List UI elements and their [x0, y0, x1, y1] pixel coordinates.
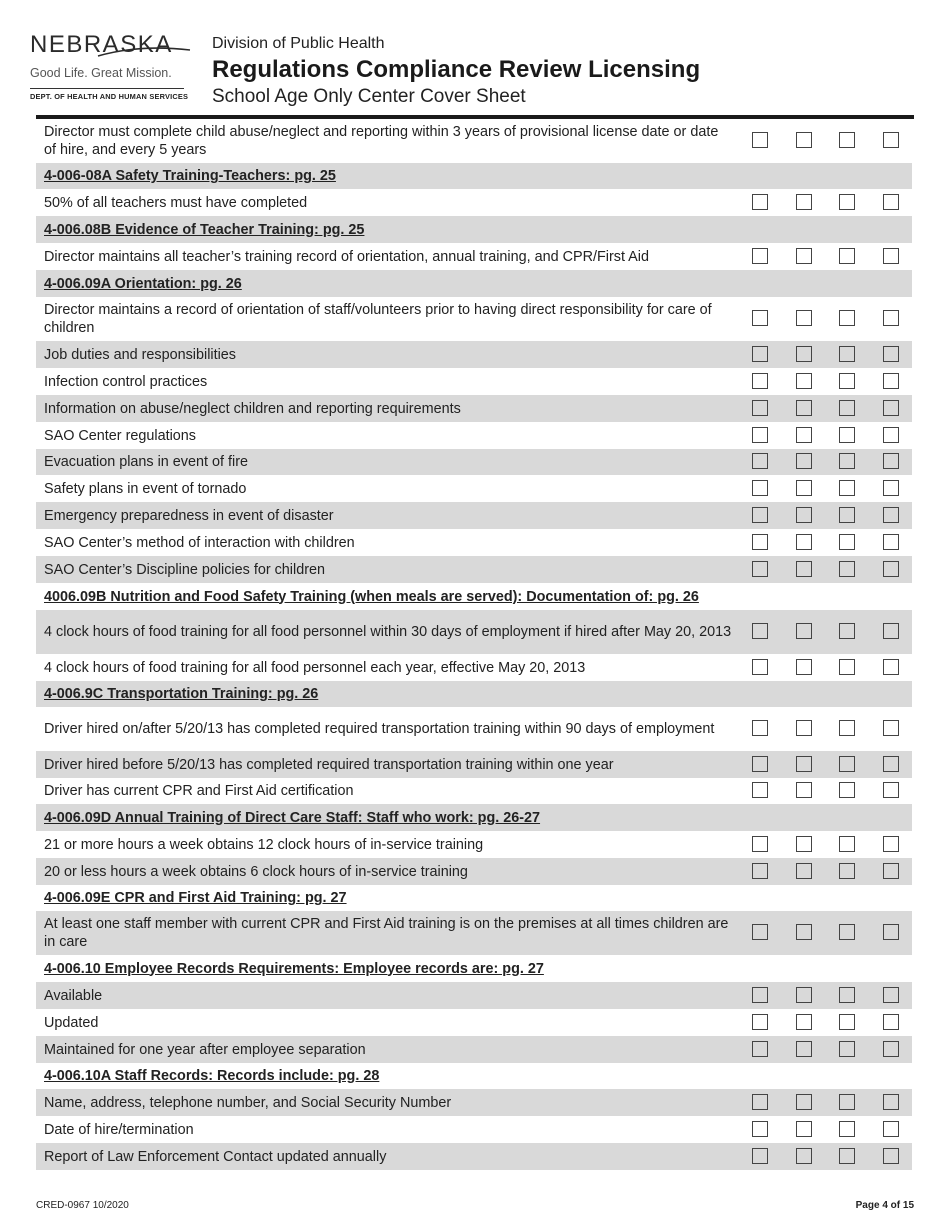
logo-divider: [30, 88, 184, 89]
checkbox-group: [752, 529, 912, 556]
compliance-checkbox-3[interactable]: [839, 1148, 855, 1164]
requirement-text: 50% of all teachers must have completed: [44, 194, 308, 211]
section-heading: 4-006.08B Evidence of Teacher Training: pg. 25: [44, 221, 365, 238]
compliance-checkbox-2[interactable]: [796, 400, 812, 416]
requirement-text: Driver hired before 5/20/13 has completed required transportation training within one year: [44, 756, 614, 773]
compliance-checkbox-1[interactable]: [752, 427, 768, 443]
checkbox-group: [752, 1036, 912, 1063]
compliance-checkbox-2[interactable]: [796, 1014, 812, 1030]
compliance-checkbox-2[interactable]: [796, 194, 812, 210]
compliance-checkbox-2[interactable]: [796, 782, 812, 798]
section-heading-row: [36, 804, 912, 831]
compliance-checkbox-2[interactable]: [796, 507, 812, 523]
requirement-text: Updated: [44, 1014, 99, 1031]
section-heading: 4006.09B Nutrition and Food Safety Training (when meals are served): Documentation of: pg. 26: [44, 588, 699, 605]
compliance-checkbox-4[interactable]: [883, 863, 899, 879]
requirement-text: Infection control practices: [44, 373, 208, 390]
checkbox-group: [752, 449, 912, 475]
compliance-checkbox-3[interactable]: [839, 756, 855, 772]
compliance-checkbox-4[interactable]: [883, 561, 899, 577]
checklist-row: [36, 610, 912, 654]
compliance-checkbox-1[interactable]: [752, 659, 768, 675]
section-heading-row: [36, 583, 912, 610]
compliance-checkbox-1[interactable]: [752, 987, 768, 1003]
compliance-checkbox-4[interactable]: [883, 1094, 899, 1110]
compliance-checkbox-3[interactable]: [839, 1121, 855, 1137]
checkbox-group: [752, 119, 912, 163]
compliance-checkbox-4[interactable]: [883, 507, 899, 523]
checklist-row: [36, 502, 912, 529]
requirement-text: Director maintains all teacher’s training record of orientation, annual training, and CPR/First Aid: [44, 248, 649, 265]
checkbox-group: [752, 556, 912, 583]
section-heading-row: [36, 216, 912, 243]
compliance-checkbox-1[interactable]: [752, 561, 768, 577]
requirement-text: At least one staff member with current CPR and First Aid training is on the premises at all times children are in care: [44, 916, 729, 950]
compliance-checkbox-1[interactable]: [752, 623, 768, 639]
requirement-text: Date of hire/termination: [44, 1121, 194, 1138]
compliance-checkbox-3[interactable]: [839, 400, 855, 416]
compliance-checkbox-1[interactable]: [752, 836, 768, 852]
compliance-checkbox-4[interactable]: [883, 194, 899, 210]
compliance-checkbox-2[interactable]: [796, 534, 812, 550]
section-heading-row: [36, 885, 912, 911]
compliance-checkbox-2[interactable]: [796, 1121, 812, 1137]
checklist-row: [36, 529, 912, 556]
compliance-checkbox-2[interactable]: [796, 346, 812, 362]
checkbox-group: [752, 751, 912, 778]
checklist-row: [36, 475, 912, 502]
compliance-checkbox-2[interactable]: [796, 1094, 812, 1110]
compliance-checkbox-2[interactable]: [796, 248, 812, 264]
compliance-checkbox-3[interactable]: [839, 1014, 855, 1030]
checkbox-group: [752, 297, 912, 341]
compliance-checkbox-2[interactable]: [796, 924, 812, 940]
compliance-checkbox-3[interactable]: [839, 373, 855, 389]
compliance-checkbox-1[interactable]: [752, 1041, 768, 1057]
checklist-row: [36, 751, 912, 778]
compliance-checkbox-1[interactable]: [752, 480, 768, 496]
checkbox-group: [752, 243, 912, 270]
compliance-checkbox-3[interactable]: [839, 248, 855, 264]
requirement-text: 4 clock hours of food training for all food personnel each year, effective May 20, 2013: [44, 659, 586, 676]
requirement-text: Evacuation plans in event of fire: [44, 454, 248, 470]
compliance-checkbox-1[interactable]: [752, 924, 768, 940]
compliance-checkbox-2[interactable]: [796, 310, 812, 326]
compliance-checkbox-4[interactable]: [883, 659, 899, 675]
compliance-checkbox-1[interactable]: [752, 400, 768, 416]
compliance-checkbox-1[interactable]: [752, 1094, 768, 1110]
compliance-checkbox-4[interactable]: [883, 400, 899, 416]
compliance-checkbox-2[interactable]: [796, 756, 812, 772]
checklist-row: [36, 395, 912, 422]
checklist-row: [36, 911, 912, 955]
checkbox-group: [752, 395, 912, 422]
requirement-text: Available: [44, 987, 103, 1004]
checkbox-group: [752, 911, 912, 955]
logo-tagline: Good Life. Great Mission.: [30, 66, 172, 80]
checklist-row: [36, 449, 912, 475]
compliance-checkbox-1[interactable]: [752, 248, 768, 264]
checklist-row: [36, 243, 912, 270]
compliance-checkbox-3[interactable]: [839, 346, 855, 362]
checklist-row: [36, 1036, 912, 1063]
requirement-text: 20 or less hours a week obtains 6 clock hours of in-service training: [44, 863, 468, 880]
checkbox-group: [752, 189, 912, 216]
checklist-row: [36, 422, 912, 449]
requirement-text: Driver hired on/after 5/20/13 has completed required transportation training within 90 days of employment: [44, 721, 715, 737]
section-heading-row: [36, 270, 912, 297]
compliance-checkbox-4[interactable]: [883, 924, 899, 940]
compliance-checkbox-1[interactable]: [752, 194, 768, 210]
requirement-text: Emergency preparedness in event of disaster: [44, 507, 334, 524]
compliance-checkbox-3[interactable]: [839, 659, 855, 675]
section-heading: 4-006.09D Annual Training of Direct Care Staff: Staff who work: pg. 26-27: [44, 809, 541, 826]
checkbox-group: [752, 654, 912, 681]
section-heading: 4-006.10A Staff Records: Records include: pg. 28: [44, 1068, 380, 1084]
checkbox-group: [752, 422, 912, 449]
compliance-checkbox-1[interactable]: [752, 782, 768, 798]
section-heading: 4-006.9C Transportation Training: pg. 26: [44, 686, 319, 702]
compliance-checkbox-3[interactable]: [839, 310, 855, 326]
checklist-row: [36, 119, 912, 163]
checkbox-group: [752, 858, 912, 885]
checklist-row: [36, 778, 912, 804]
compliance-checkbox-2[interactable]: [796, 453, 812, 469]
compliance-checkbox-4[interactable]: [883, 1041, 899, 1057]
requirement-text: Maintained for one year after employee separation: [44, 1041, 366, 1058]
compliance-checkbox-4[interactable]: [883, 987, 899, 1003]
section-heading: 4-006.10 Employee Records Requirements: Employee records are: pg. 27: [44, 960, 544, 977]
compliance-checkbox-3[interactable]: [839, 924, 855, 940]
compliance-checkbox-4[interactable]: [883, 132, 899, 148]
checkbox-group: [752, 707, 912, 751]
compliance-checkbox-2[interactable]: [796, 863, 812, 879]
compliance-checkbox-3[interactable]: [839, 720, 855, 736]
compliance-checkbox-1[interactable]: [752, 346, 768, 362]
compliance-checkbox-2[interactable]: [796, 373, 812, 389]
compliance-checkbox-2[interactable]: [796, 987, 812, 1003]
compliance-checkbox-4[interactable]: [883, 720, 899, 736]
compliance-checkbox-3[interactable]: [839, 987, 855, 1003]
page-header: [0, 0, 950, 116]
requirement-text: SAO Center’s method of interaction with children: [44, 534, 355, 551]
compliance-checkbox-2[interactable]: [796, 561, 812, 577]
compliance-checkbox-4[interactable]: [883, 782, 899, 798]
header-titles: [212, 34, 700, 109]
requirement-text: Report of Law Enforcement Contact updated annually: [44, 1148, 387, 1165]
compliance-checkbox-2[interactable]: [796, 132, 812, 148]
compliance-checkbox-3[interactable]: [839, 132, 855, 148]
requirement-text: SAO Center regulations: [44, 427, 196, 444]
requirement-text: SAO Center’s Discipline policies for children: [44, 561, 326, 578]
compliance-checkbox-2[interactable]: [796, 480, 812, 496]
compliance-checkbox-3[interactable]: [839, 863, 855, 879]
requirement-text: Director must complete child abuse/neglect and reporting within 3 years of provisional license date or date of hire, and every 5 years: [44, 124, 719, 158]
section-heading-row: [36, 163, 912, 189]
requirement-text: Information on abuse/neglect children and reporting requirements: [44, 400, 461, 417]
compliance-checkbox-3[interactable]: [839, 836, 855, 852]
checklist-row: [36, 831, 912, 858]
checklist-row: [36, 189, 912, 216]
compliance-checkbox-2[interactable]: [796, 1041, 812, 1057]
compliance-checkbox-3[interactable]: [839, 194, 855, 210]
compliance-checkbox-4[interactable]: [883, 310, 899, 326]
logo-dept: DEPT. OF HEALTH AND HUMAN SERVICES: [30, 92, 189, 101]
compliance-checkbox-2[interactable]: [796, 836, 812, 852]
compliance-checkbox-1[interactable]: [752, 310, 768, 326]
section-heading: 4-006.09E CPR and First Aid Training: pg. 27: [44, 890, 347, 906]
compliance-checkbox-3[interactable]: [839, 1094, 855, 1110]
requirement-text: Director maintains a record of orientation of staff/volunteers prior to having direct responsibility for care of children: [44, 302, 712, 336]
compliance-checkbox-4[interactable]: [883, 756, 899, 772]
checklist-row: [36, 1089, 912, 1116]
compliance-checkbox-3[interactable]: [839, 561, 855, 577]
requirement-text: 21 or more hours a week obtains 12 clock hours of in-service training: [44, 836, 484, 853]
checklist-row: [36, 858, 912, 885]
compliance-checkbox-1[interactable]: [752, 1148, 768, 1164]
compliance-checkbox-1[interactable]: [752, 1121, 768, 1137]
checkbox-group: [752, 341, 912, 368]
checkbox-group: [752, 831, 912, 858]
compliance-checkbox-2[interactable]: [796, 623, 812, 639]
compliance-checkbox-4[interactable]: [883, 373, 899, 389]
checklist-row: [36, 1116, 912, 1143]
compliance-checkbox-3[interactable]: [839, 1041, 855, 1057]
logo-name: NEBRASKA: [30, 31, 173, 58]
compliance-checkbox-1[interactable]: [752, 132, 768, 148]
compliance-checkbox-2[interactable]: [796, 427, 812, 443]
compliance-checkbox-4[interactable]: [883, 427, 899, 443]
checklist-row: [36, 341, 912, 368]
compliance-checkbox-1[interactable]: [752, 453, 768, 469]
compliance-checkbox-4[interactable]: [883, 836, 899, 852]
checklist-table: [36, 119, 912, 1170]
checklist-row: [36, 1009, 912, 1036]
checklist-row: [36, 654, 912, 681]
compliance-checkbox-3[interactable]: [839, 623, 855, 639]
compliance-checkbox-3[interactable]: [839, 453, 855, 469]
page-subtitle: School Age Only Center Cover Sheet: [212, 86, 526, 107]
compliance-checkbox-3[interactable]: [839, 534, 855, 550]
requirement-text: Driver has current CPR and First Aid certification: [44, 783, 354, 799]
compliance-checkbox-1[interactable]: [752, 507, 768, 523]
compliance-checkbox-4[interactable]: [883, 534, 899, 550]
checkbox-group: [752, 610, 912, 654]
page-number: Page 4 of 15: [855, 1200, 914, 1211]
section-heading: 4-006.09A Orientation: pg. 26: [44, 275, 242, 292]
dhhs-logo: [30, 30, 190, 101]
requirement-text: 4 clock hours of food training for all food personnel within 30 days of employment if hired after May 20, 2013: [44, 624, 732, 640]
compliance-checkbox-1[interactable]: [752, 720, 768, 736]
checklist-row: [36, 707, 912, 751]
section-heading-row: [36, 1063, 912, 1089]
logo-swoosh-icon: [96, 40, 192, 62]
checkbox-group: [752, 778, 912, 804]
compliance-checkbox-1[interactable]: [752, 863, 768, 879]
section-heading-row: [36, 681, 912, 707]
requirement-text: Safety plans in event of tornado: [44, 480, 247, 497]
compliance-checkbox-4[interactable]: [883, 1121, 899, 1137]
compliance-checkbox-4[interactable]: [883, 1148, 899, 1164]
compliance-checkbox-1[interactable]: [752, 756, 768, 772]
compliance-checkbox-4[interactable]: [883, 480, 899, 496]
page-title: Regulations Compliance Review Licensing: [212, 56, 701, 83]
checklist-row: [36, 1143, 912, 1170]
compliance-checkbox-2[interactable]: [796, 1148, 812, 1164]
form-id: CRED-0967 10/2020: [36, 1200, 129, 1211]
section-heading-row: [36, 955, 912, 982]
compliance-checkbox-3[interactable]: [839, 480, 855, 496]
compliance-checkbox-1[interactable]: [752, 1014, 768, 1030]
compliance-checkbox-3[interactable]: [839, 507, 855, 523]
compliance-checkbox-4[interactable]: [883, 346, 899, 362]
section-heading: 4-006-08A Safety Training-Teachers: pg. 25: [44, 168, 336, 184]
checkbox-group: [752, 1143, 912, 1170]
checkbox-group: [752, 982, 912, 1009]
compliance-checkbox-1[interactable]: [752, 534, 768, 550]
compliance-checkbox-3[interactable]: [839, 782, 855, 798]
division-name: Division of Public Health: [212, 35, 385, 52]
checkbox-group: [752, 1009, 912, 1036]
compliance-checkbox-2[interactable]: [796, 720, 812, 736]
requirement-text: Name, address, telephone number, and Social Security Number: [44, 1094, 452, 1111]
compliance-checkbox-4[interactable]: [883, 453, 899, 469]
checkbox-group: [752, 502, 912, 529]
checklist-row: [36, 368, 912, 395]
checklist-row: [36, 297, 912, 341]
checkbox-group: [752, 368, 912, 395]
checkbox-group: [752, 1089, 912, 1116]
compliance-checkbox-3[interactable]: [839, 427, 855, 443]
compliance-checkbox-1[interactable]: [752, 373, 768, 389]
checkbox-group: [752, 1116, 912, 1143]
checkbox-group: [752, 475, 912, 502]
compliance-checkbox-4[interactable]: [883, 623, 899, 639]
checklist-row: [36, 982, 912, 1009]
compliance-checkbox-2[interactable]: [796, 659, 812, 675]
requirement-text: Job duties and responsibilities: [44, 346, 236, 363]
compliance-checkbox-4[interactable]: [883, 248, 899, 264]
compliance-checkbox-4[interactable]: [883, 1014, 899, 1030]
checklist-row: [36, 556, 912, 583]
